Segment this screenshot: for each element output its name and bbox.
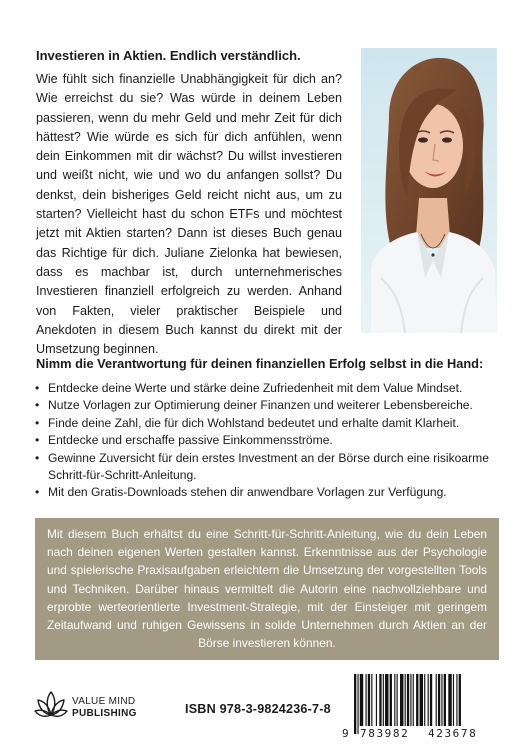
publisher-line-2: PUBLISHING	[72, 708, 137, 719]
list-item-text: Finde deine Zahl, die für dich Wohlstand bedeutet und erhalte damit Klarheit.	[48, 415, 460, 430]
barcode-bar	[379, 674, 381, 726]
intro-paragraph: Wie fühlt sich finanzielle Unabhängigkeit für dich an? Wie erreichst du sie? Was würde in deinem Leben passieren, wenn du mehr Geld und mehr Zeit für dich hättest? Wie würde es sich für dich anfühlen, wenn dein Einkommen mit dir wächst? Du willst investieren und weißt nicht, wie und wo du anfangen sollst? Du denkst, dein bisheriges Geld reicht nicht aus, um zu starten? Vielleicht hast du schon ETFs und möchtest jetzt mit Aktien starten? Dann ist dieses Buch genau das Richtige für dich. Juliane Zielonka hat bewiesen, dass es machbar ist, durch unternehmerisches Investieren finanziell erfolgreich zu werden. Anhand von Fakten, vieler praktischer Beispiele und Anekdoten in diesem Buch kannst du direkt mit der Umsetzung beginnen.	[36, 72, 342, 357]
publisher-logo	[34, 688, 164, 726]
list-item	[34, 397, 504, 414]
barcode-bar	[416, 674, 418, 726]
benefit-list	[34, 380, 504, 502]
barcode-bar	[448, 674, 451, 726]
headline: Investieren in Aktien. Endlich verständlich.	[36, 48, 301, 63]
barcode-bar	[441, 674, 442, 726]
barcode-bar	[430, 674, 432, 726]
barcode-bar	[438, 674, 440, 726]
list-item	[34, 432, 504, 449]
barcode-bar	[354, 674, 356, 734]
barcode-bar	[371, 674, 372, 726]
barcode-bar	[459, 674, 461, 726]
barcode-bar	[368, 674, 370, 726]
list-item	[34, 450, 504, 485]
barcode-bar	[407, 674, 409, 726]
barcode-right-group: 423678	[428, 727, 478, 740]
barcode-bar	[453, 674, 454, 726]
barcode-bar	[424, 674, 425, 726]
bullet-icon: •	[35, 450, 40, 465]
barcode-bar	[410, 674, 411, 726]
list-item-text: Mit den Gratis-Downloads stehen dir anwendbare Vorlagen zur Verfügung.	[48, 485, 447, 500]
publisher-line-1: VALUE MIND	[72, 696, 136, 707]
bullet-icon: •	[35, 415, 40, 430]
barcode-bar	[357, 674, 358, 734]
barcode-left-group: 783982	[360, 727, 410, 740]
list-item-text: Gewinne Zuversicht für dein erstes Investment an der Börse durch eine risikoarme Schritt-für-Schritt-Anleitung.	[48, 450, 489, 483]
barcode-bar	[456, 674, 457, 726]
publisher-name	[72, 696, 137, 720]
bullet-icon: •	[35, 433, 40, 448]
list-item-text: Entdecke deine Werte und stärke deine Zufriedenheit mit dem Value Mindset.	[48, 381, 463, 395]
barcode-bar	[397, 674, 398, 726]
barcode-bar	[436, 674, 437, 726]
subheading: Nimm die Verantwortung für deinen finanziellen Erfolg selbst in die Hand:	[36, 356, 484, 371]
lotus-icon	[34, 688, 68, 724]
author-photo	[361, 48, 497, 333]
list-item-text: Nutze Vorlagen zur Optimierung deiner Finanzen und weiterer Lebensbereiche.	[48, 398, 473, 413]
barcode-bar	[383, 674, 384, 726]
author-portrait-icon	[361, 48, 497, 333]
summary-box: Mit diesem Buch erhältst du eine Schritt-für-Schritt-Anleitung, wie du dein Leben nach deinen eigenen Werten gestalten kannst. Erkenntnisse aus der Psychologie und spielerische Praxisaufgaben erleichtern die Umsetzung der vorgestellten Tools und Techniken. Darüber hinaus vermittelt die Autorin eine nachvollziehbare und erprobte werteorientierte Investment-Strategie, mit der Einsteiger mit geringem Zeitaufwand und ruhigen Gewissens in solide Unternehmen durch Aktien an der Börse investieren können.	[35, 518, 499, 660]
bullet-icon: •	[35, 398, 40, 413]
barcode-first-digit: 9	[342, 727, 349, 740]
barcode	[342, 670, 502, 742]
barcode-bar	[413, 674, 414, 726]
list-item	[34, 380, 504, 397]
bullet-icon: •	[35, 485, 40, 500]
barcode-bar	[428, 674, 429, 726]
barcode-bar	[376, 674, 377, 726]
barcode-bar	[420, 674, 423, 726]
barcode-bar	[360, 674, 363, 726]
barcode-bar	[400, 674, 403, 726]
list-item	[34, 415, 504, 432]
barcode-bar	[444, 674, 446, 726]
list-item-text: Entdecke und erschaffe passive Einkommensströme.	[48, 433, 333, 448]
isbn: ISBN 978-3-9824236-7-8	[185, 702, 331, 716]
bullet-icon: •	[35, 381, 40, 395]
barcode-bar	[366, 674, 367, 726]
barcode-bar	[394, 674, 395, 726]
list-item	[34, 484, 504, 501]
barcode-bar	[390, 674, 392, 726]
barcode-bar	[405, 674, 406, 726]
barcode-bar	[385, 674, 388, 726]
